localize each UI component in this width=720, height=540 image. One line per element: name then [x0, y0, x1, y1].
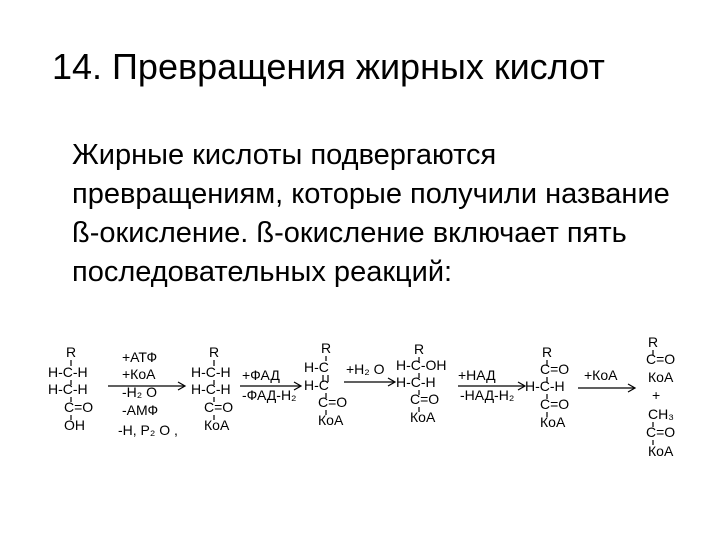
- m4-row-c: C=O: [410, 391, 440, 407]
- step-thiolysis: [578, 367, 635, 392]
- m1-row-d: OH: [64, 417, 85, 433]
- m3-row-a: H-C: [304, 359, 329, 375]
- m3-r: R: [321, 340, 332, 356]
- s4-line2: -НАД-H₂: [460, 387, 515, 403]
- molecule-acyl-coa: [191, 344, 233, 433]
- m5-row-c: C=O: [540, 396, 570, 412]
- step-dehydrogenation-fad: [240, 367, 301, 403]
- slide-body-text: Жирные кислоты подвергаются превращениям, которые получили название ß-окисление. ß-окисление включает пять последовательных реакций:: [72, 139, 670, 288]
- s1-line2: +КоА: [122, 366, 156, 382]
- m5-r: R: [542, 344, 553, 360]
- s1-line4: -АМФ: [122, 402, 159, 418]
- step-dehydrogenation-nad: [458, 367, 525, 403]
- m3-row-d: КоА: [318, 412, 344, 428]
- m5-row-b: H-C-H: [525, 378, 565, 394]
- s4-line1: +НАД: [458, 367, 496, 383]
- m6-r: R: [648, 334, 659, 350]
- molecule-ketoacyl-coa: [525, 344, 569, 430]
- m3-row-c: C=O: [318, 394, 348, 410]
- m1-r: R: [66, 344, 77, 360]
- m2-row-c: C=O: [204, 399, 234, 415]
- m6-row-e: КоА: [648, 443, 674, 459]
- molecule-fatty-acid: [48, 344, 93, 433]
- m2-row-d: КоА: [204, 417, 230, 433]
- m1-row-c: C=O: [64, 399, 94, 415]
- m1-row-b: H-C-H: [48, 381, 88, 397]
- s2-line1: +ФАД: [242, 367, 280, 383]
- step-hydration: [344, 361, 395, 386]
- m4-row-a: H-C-OH: [396, 357, 447, 373]
- m5-row-d: КоА: [540, 414, 566, 430]
- m6-row-c: CH₃: [648, 406, 674, 422]
- m3-row-b: H-C: [304, 377, 329, 393]
- slide-title: 14. Превращения жирных кислот: [52, 46, 605, 87]
- m6-row-b: КоА: [648, 369, 674, 385]
- s1-line3: -H₂ O: [122, 384, 157, 400]
- m6-row-a: C=O: [646, 351, 676, 367]
- m2-row-a: H-C-H: [191, 364, 231, 380]
- s3-line1: +H₂ O: [346, 361, 385, 377]
- m1-row-a: H-C-H: [48, 364, 88, 380]
- m4-r: R: [414, 341, 425, 357]
- s2-line2: -ФАД-H₂: [242, 387, 297, 403]
- beta-oxidation-scheme: [0, 330, 720, 470]
- molecule-enoyl-coa: [304, 340, 347, 428]
- s5-line1: +КоА: [584, 367, 618, 383]
- molecule-hydroxyacyl-coa: [396, 341, 447, 425]
- m4-row-b: H-C-H: [396, 374, 436, 390]
- m5-row-a: C=O: [540, 361, 570, 377]
- s1-line1: +АТФ: [122, 349, 158, 365]
- m4-row-d: КоА: [410, 409, 436, 425]
- m6-row-d: C=O: [646, 424, 676, 440]
- m6-plus: +: [652, 387, 661, 403]
- m2-row-b: H-C-H: [191, 381, 231, 397]
- step-activation: [108, 349, 185, 438]
- s1-line5: -H, P₂ O ,: [118, 422, 178, 438]
- products: [646, 334, 675, 459]
- m2-r: R: [209, 344, 220, 360]
